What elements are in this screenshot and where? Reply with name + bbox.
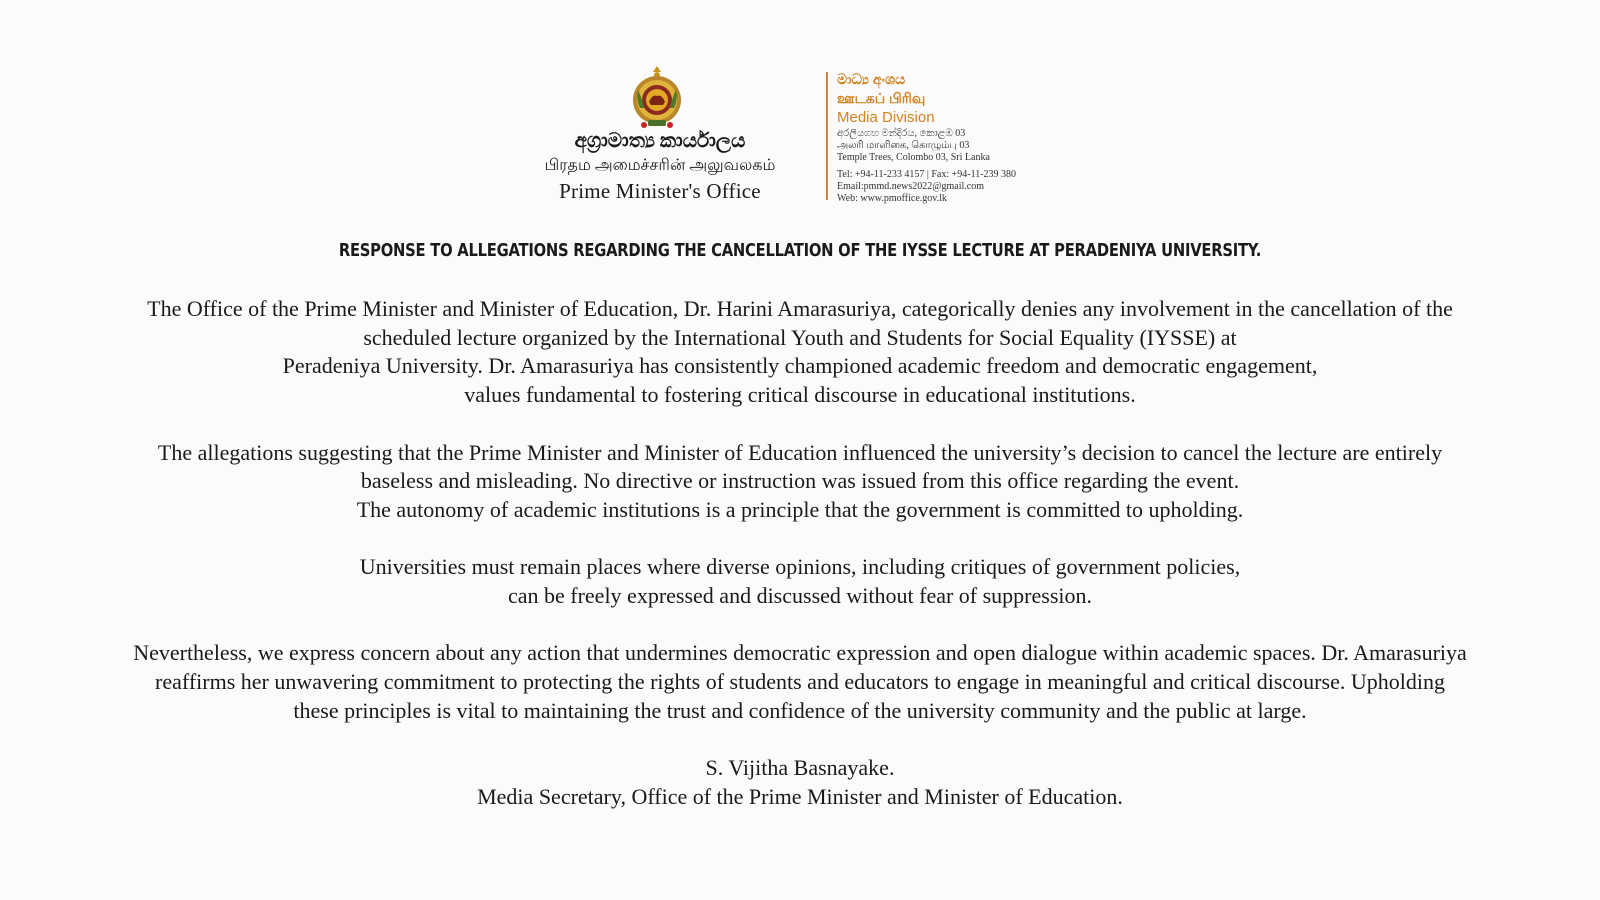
paragraph-line: can be freely expressed and discussed without fear of suppression. (507, 583, 1093, 608)
statement-body (40, 295, 1560, 812)
paragraph-line: The Office of the Prime Minister and Minister of Education, Dr. Harini Amarasuriya, categorically denies any involvement in the cancellation of the (147, 296, 1453, 321)
office-name-sinhala: අග්‍රාමාත්‍ය කාර්යාලය (574, 130, 746, 152)
office-name-tamil: பிரதம அமைச்சரின் அலுவலகம் (544, 157, 776, 174)
paragraph-line: values fundamental to fostering critical discourse in educational institutions. (464, 382, 1136, 408)
letterhead (0, 62, 1600, 212)
media-division-english: Media Division (837, 109, 935, 126)
office-name-english: Prime Minister's Office (559, 179, 761, 203)
national-emblem-icon (628, 64, 686, 130)
paragraph (40, 439, 1560, 525)
paragraph (40, 553, 1560, 610)
paragraph-line: scheduled lecture organized by the International Youth and Students for Social Equality (IYSSE) at (363, 324, 1237, 350)
statement-heading: RESPONSE TO ALLEGATIONS REGARDING THE CANCELLATION OF THE IYSSE LECTURE AT PERADENIYA UNIVERSITY. (338, 240, 1262, 261)
paragraph-line: Nevertheless, we express concern about any action that undermines democratic expression and open dialogue within academic spaces. Dr. Amarasuriya (133, 640, 1467, 666)
contact-website: Web: www.pmoffice.gov.lk (837, 193, 947, 204)
address-line: අරලියගහ මන්දිරය, කොළඹ 03 (837, 128, 966, 139)
signatory-name: S. Vijitha Basnayake. (705, 755, 895, 781)
contact-phone-fax: Tel: +94-11-233 4157 | Fax: +94-11-239 380 (837, 169, 1017, 180)
paragraph-line: The autonomy of academic institutions is a principle that the government is committed to upholding. (356, 496, 1244, 522)
media-division-sinhala: මාධ්‍ය අංශය (837, 71, 906, 87)
letterhead-divider (826, 72, 828, 200)
address-line: Temple Trees, Colombo 03, Sri Lanka (837, 152, 990, 163)
address-line: அலரி மாளிகை, கொழும்பு 03 (837, 140, 970, 151)
signature-block (40, 754, 1560, 811)
media-division-tamil: ஊடகப் பிரிவு (837, 90, 926, 106)
paragraph-line: these principles is vital to maintaining the trust and confidence of the university community and the public at large. (293, 697, 1307, 723)
paragraph-line: reaffirms her unwavering commitment to protecting the rights of students and educators to engage in meaningful and critical discourse. Upholding (155, 669, 1445, 695)
paragraph-line: Peradeniya University. Dr. Amarasuriya has consistently championed academic freedom and democratic engagement, (282, 353, 1318, 379)
media-division-block (837, 70, 1097, 205)
paragraph-line: baseless and misleading. No directive or instruction was issued from this office regarding the event. (360, 468, 1240, 494)
office-names (540, 128, 780, 204)
contact-email: Email:pmmd.news2022@gmail.com (837, 181, 984, 192)
paragraph-line: Universities must remain places where diverse opinions, including critiques of government policies, (359, 554, 1241, 580)
signatory-title: Media Secretary, Office of the Prime Minister and Minister of Education. (477, 783, 1123, 809)
paragraph (40, 639, 1560, 725)
paragraph-line: The allegations suggesting that the Prime Minister and Minister of Education influenced the university’s decision to cancel the lecture are entirely (157, 439, 1443, 465)
paragraph (40, 295, 1560, 410)
